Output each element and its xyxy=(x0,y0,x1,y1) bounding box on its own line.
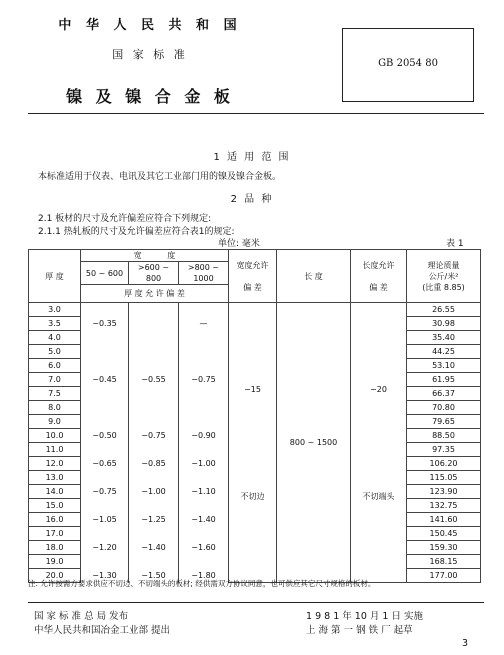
cell-weight: 123.90 xyxy=(407,485,481,499)
cell-tol-2 xyxy=(129,387,179,401)
cell-tol-3: −0.90 xyxy=(179,429,229,443)
standard-code: GB 2054 80 xyxy=(378,58,438,69)
cell-weight: 30.98 xyxy=(407,317,481,331)
drafter: 上 海 第 一 钢 铁 厂 起草 xyxy=(306,625,413,636)
table-row xyxy=(29,303,481,317)
cell-weight: 132.75 xyxy=(407,499,481,513)
cell-weight: 79.65 xyxy=(407,415,481,429)
proposer: 中华人民共和国冶金工业部 提出 xyxy=(34,625,171,636)
cell-tol-2 xyxy=(129,471,179,485)
cell-tol-3 xyxy=(179,555,229,569)
cell-weight: 61.95 xyxy=(407,373,481,387)
table-number: 表 1 xyxy=(446,239,464,249)
cell-width-tol xyxy=(229,303,277,583)
th-thickness: 厚 度 xyxy=(29,250,81,303)
standard-type: 国 家 标 准 xyxy=(112,48,188,61)
th-weight: 理论质量 公斤/米² (比重 8.85) xyxy=(407,250,481,303)
cell-tol-3: — xyxy=(179,317,229,331)
cell-tol-2 xyxy=(129,345,179,359)
cell-tol-2: −1.40 xyxy=(129,541,179,555)
page-number: 3 xyxy=(462,638,469,649)
cell-tol-1 xyxy=(81,499,129,513)
cell-weight: 44.25 xyxy=(407,345,481,359)
cell-tol-1 xyxy=(81,471,129,485)
cell-tol-2 xyxy=(129,317,179,331)
trim-edge: 不切边 xyxy=(240,491,265,501)
cell-tol-2 xyxy=(129,555,179,569)
cell-tol-1: −0.45 xyxy=(81,373,129,387)
country-header: 中 华 人 民 共 和 国 xyxy=(58,18,242,33)
trim-end: 不切端头 xyxy=(362,491,395,501)
cell-weight: 168.15 xyxy=(407,555,481,569)
cell-tol-1 xyxy=(81,415,129,429)
cell-tol-1 xyxy=(81,387,129,401)
cell-tol-2 xyxy=(129,415,179,429)
cell-tol-1: −1.30 xyxy=(81,569,129,583)
cell-weight: 35.40 xyxy=(407,331,481,345)
cell-thickness: 8.0 xyxy=(29,401,81,415)
cell-tol-1: −1.05 xyxy=(81,513,129,527)
cell-weight: 97.35 xyxy=(407,443,481,457)
cell-tol-3 xyxy=(179,499,229,513)
section2-p2: 2.1.1 热轧板的尺寸及允许偏差应符合表1的规定: xyxy=(38,227,235,237)
cell-thickness: 7.5 xyxy=(29,387,81,401)
cell-tol-3 xyxy=(179,387,229,401)
cell-tol-1: −1.20 xyxy=(81,541,129,555)
cell-tol-3 xyxy=(179,415,229,429)
cell-tol-2 xyxy=(129,499,179,513)
cell-thickness: 14.0 xyxy=(29,485,81,499)
cell-tol-3: −1.40 xyxy=(179,513,229,527)
cell-thickness: 17.0 xyxy=(29,527,81,541)
cell-tol-3 xyxy=(179,401,229,415)
cell-tol-3 xyxy=(179,345,229,359)
cell-weight: 177.00 xyxy=(407,569,481,583)
cell-tol-1 xyxy=(81,527,129,541)
cell-thickness: 11.0 xyxy=(29,443,81,457)
cell-tol-3 xyxy=(179,471,229,485)
th-width-range-2: >600 ~ 800 xyxy=(129,262,179,285)
th-thickness-tol: 厚 度 允 许 偏 差 xyxy=(81,285,229,303)
cell-thickness: 3.0 xyxy=(29,303,81,317)
th-width-range-3: >800 ~ 1000 xyxy=(179,262,229,285)
cell-tol-3 xyxy=(179,443,229,457)
cell-thickness: 15.0 xyxy=(29,499,81,513)
cell-thickness: 7.0 xyxy=(29,373,81,387)
width-tol-value: −15 xyxy=(244,384,261,394)
cell-tol-1 xyxy=(81,555,129,569)
cell-thickness: 16.0 xyxy=(29,513,81,527)
cell-tol-3: −1.80 xyxy=(179,569,229,583)
cell-tol-2: −0.85 xyxy=(129,457,179,471)
cell-tol-1 xyxy=(81,303,129,317)
cell-tol-3 xyxy=(179,527,229,541)
cell-tol-1 xyxy=(81,443,129,457)
cell-tol-2 xyxy=(129,527,179,541)
cell-tol-2: −1.25 xyxy=(129,513,179,527)
footer-rule xyxy=(28,602,484,603)
cell-thickness: 4.0 xyxy=(29,331,81,345)
cell-tol-2 xyxy=(129,331,179,345)
cell-thickness: 12.0 xyxy=(29,457,81,471)
cell-thickness: 3.5 xyxy=(29,317,81,331)
th-width: 宽 度 xyxy=(81,250,229,262)
unit-label: 单位: 毫米 xyxy=(218,239,260,249)
cell-tol-3: −1.60 xyxy=(179,541,229,555)
cell-thickness: 20.0 xyxy=(29,569,81,583)
cell-tol-2 xyxy=(129,401,179,415)
cell-tol-1: −0.50 xyxy=(81,429,129,443)
th-length: 长 度 xyxy=(277,250,351,303)
cell-tol-2 xyxy=(129,359,179,373)
cell-thickness: 10.0 xyxy=(29,429,81,443)
cell-tol-3 xyxy=(179,359,229,373)
cell-weight: 70.80 xyxy=(407,401,481,415)
cell-weight: 115.05 xyxy=(407,471,481,485)
th-width-range-1: 50 ~ 600 xyxy=(81,262,129,285)
table-note: 注: 允许按需方要求供应不切边、不切端头的板材; 经供需双方协议同意，也可供应其它尺寸规格的板材。 xyxy=(28,579,376,588)
cell-tol-2: −0.75 xyxy=(129,429,179,443)
cell-thickness: 9.0 xyxy=(29,415,81,429)
cell-weight: 159.30 xyxy=(407,541,481,555)
cell-tol-2 xyxy=(129,443,179,457)
cell-tol-3: −0.75 xyxy=(179,373,229,387)
cell-tol-1 xyxy=(81,345,129,359)
cell-weight: 106.20 xyxy=(407,457,481,471)
spec-table xyxy=(28,249,481,583)
cell-weight: 66.37 xyxy=(407,387,481,401)
cell-weight: 141.60 xyxy=(407,513,481,527)
cell-weight: 150.45 xyxy=(407,527,481,541)
effective-date: 1 9 8 1 年 10 月 1 日 实施 xyxy=(306,611,423,622)
cell-thickness: 19.0 xyxy=(29,555,81,569)
section1-heading: 1 适 用 范 围 xyxy=(213,152,291,163)
cell-thickness: 18.0 xyxy=(29,541,81,555)
cell-tol-3: −1.10 xyxy=(179,485,229,499)
cell-tol-2 xyxy=(129,303,179,317)
section1-text: 本标准适用于仪表、电讯及其它工业部门用的镍及镍合金板。 xyxy=(38,172,282,182)
cell-tol-1: −0.35 xyxy=(81,317,129,331)
section2-p1: 2.1 板材的尺寸及允许偏差应符合下列规定: xyxy=(38,214,212,224)
cell-tol-2: −1.50 xyxy=(129,569,179,583)
cell-weight: 26.55 xyxy=(407,303,481,317)
th-length-tol: 长度允许 偏 差 xyxy=(351,250,407,303)
th-width-tol: 宽度允许 偏 差 xyxy=(229,250,277,303)
header-rule xyxy=(28,113,484,114)
document-title: 镍 及 镍 合 金 板 xyxy=(66,87,234,106)
cell-tol-1: −0.75 xyxy=(81,485,129,499)
cell-thickness: 5.0 xyxy=(29,345,81,359)
cell-tol-3 xyxy=(179,303,229,317)
cell-tol-1 xyxy=(81,331,129,345)
cell-tol-1: −0.65 xyxy=(81,457,129,471)
cell-length: 800 ~ 1500 xyxy=(277,303,351,583)
cell-tol-3: −1.00 xyxy=(179,457,229,471)
cell-tol-3 xyxy=(179,331,229,345)
cell-tol-2: −0.55 xyxy=(129,373,179,387)
cell-weight: 88.50 xyxy=(407,429,481,443)
issuer: 国 家 标 准 总 局 发布 xyxy=(34,611,129,622)
cell-tol-1 xyxy=(81,359,129,373)
cell-tol-2: −1.00 xyxy=(129,485,179,499)
cell-thickness: 6.0 xyxy=(29,359,81,373)
standard-code-box xyxy=(342,28,474,102)
cell-thickness: 13.0 xyxy=(29,471,81,485)
cell-tol-1 xyxy=(81,401,129,415)
section2-heading: 2 品 种 xyxy=(230,194,274,205)
cell-weight: 53.10 xyxy=(407,359,481,373)
cell-length-tol xyxy=(351,303,407,583)
length-tol-value: −20 xyxy=(370,384,387,394)
